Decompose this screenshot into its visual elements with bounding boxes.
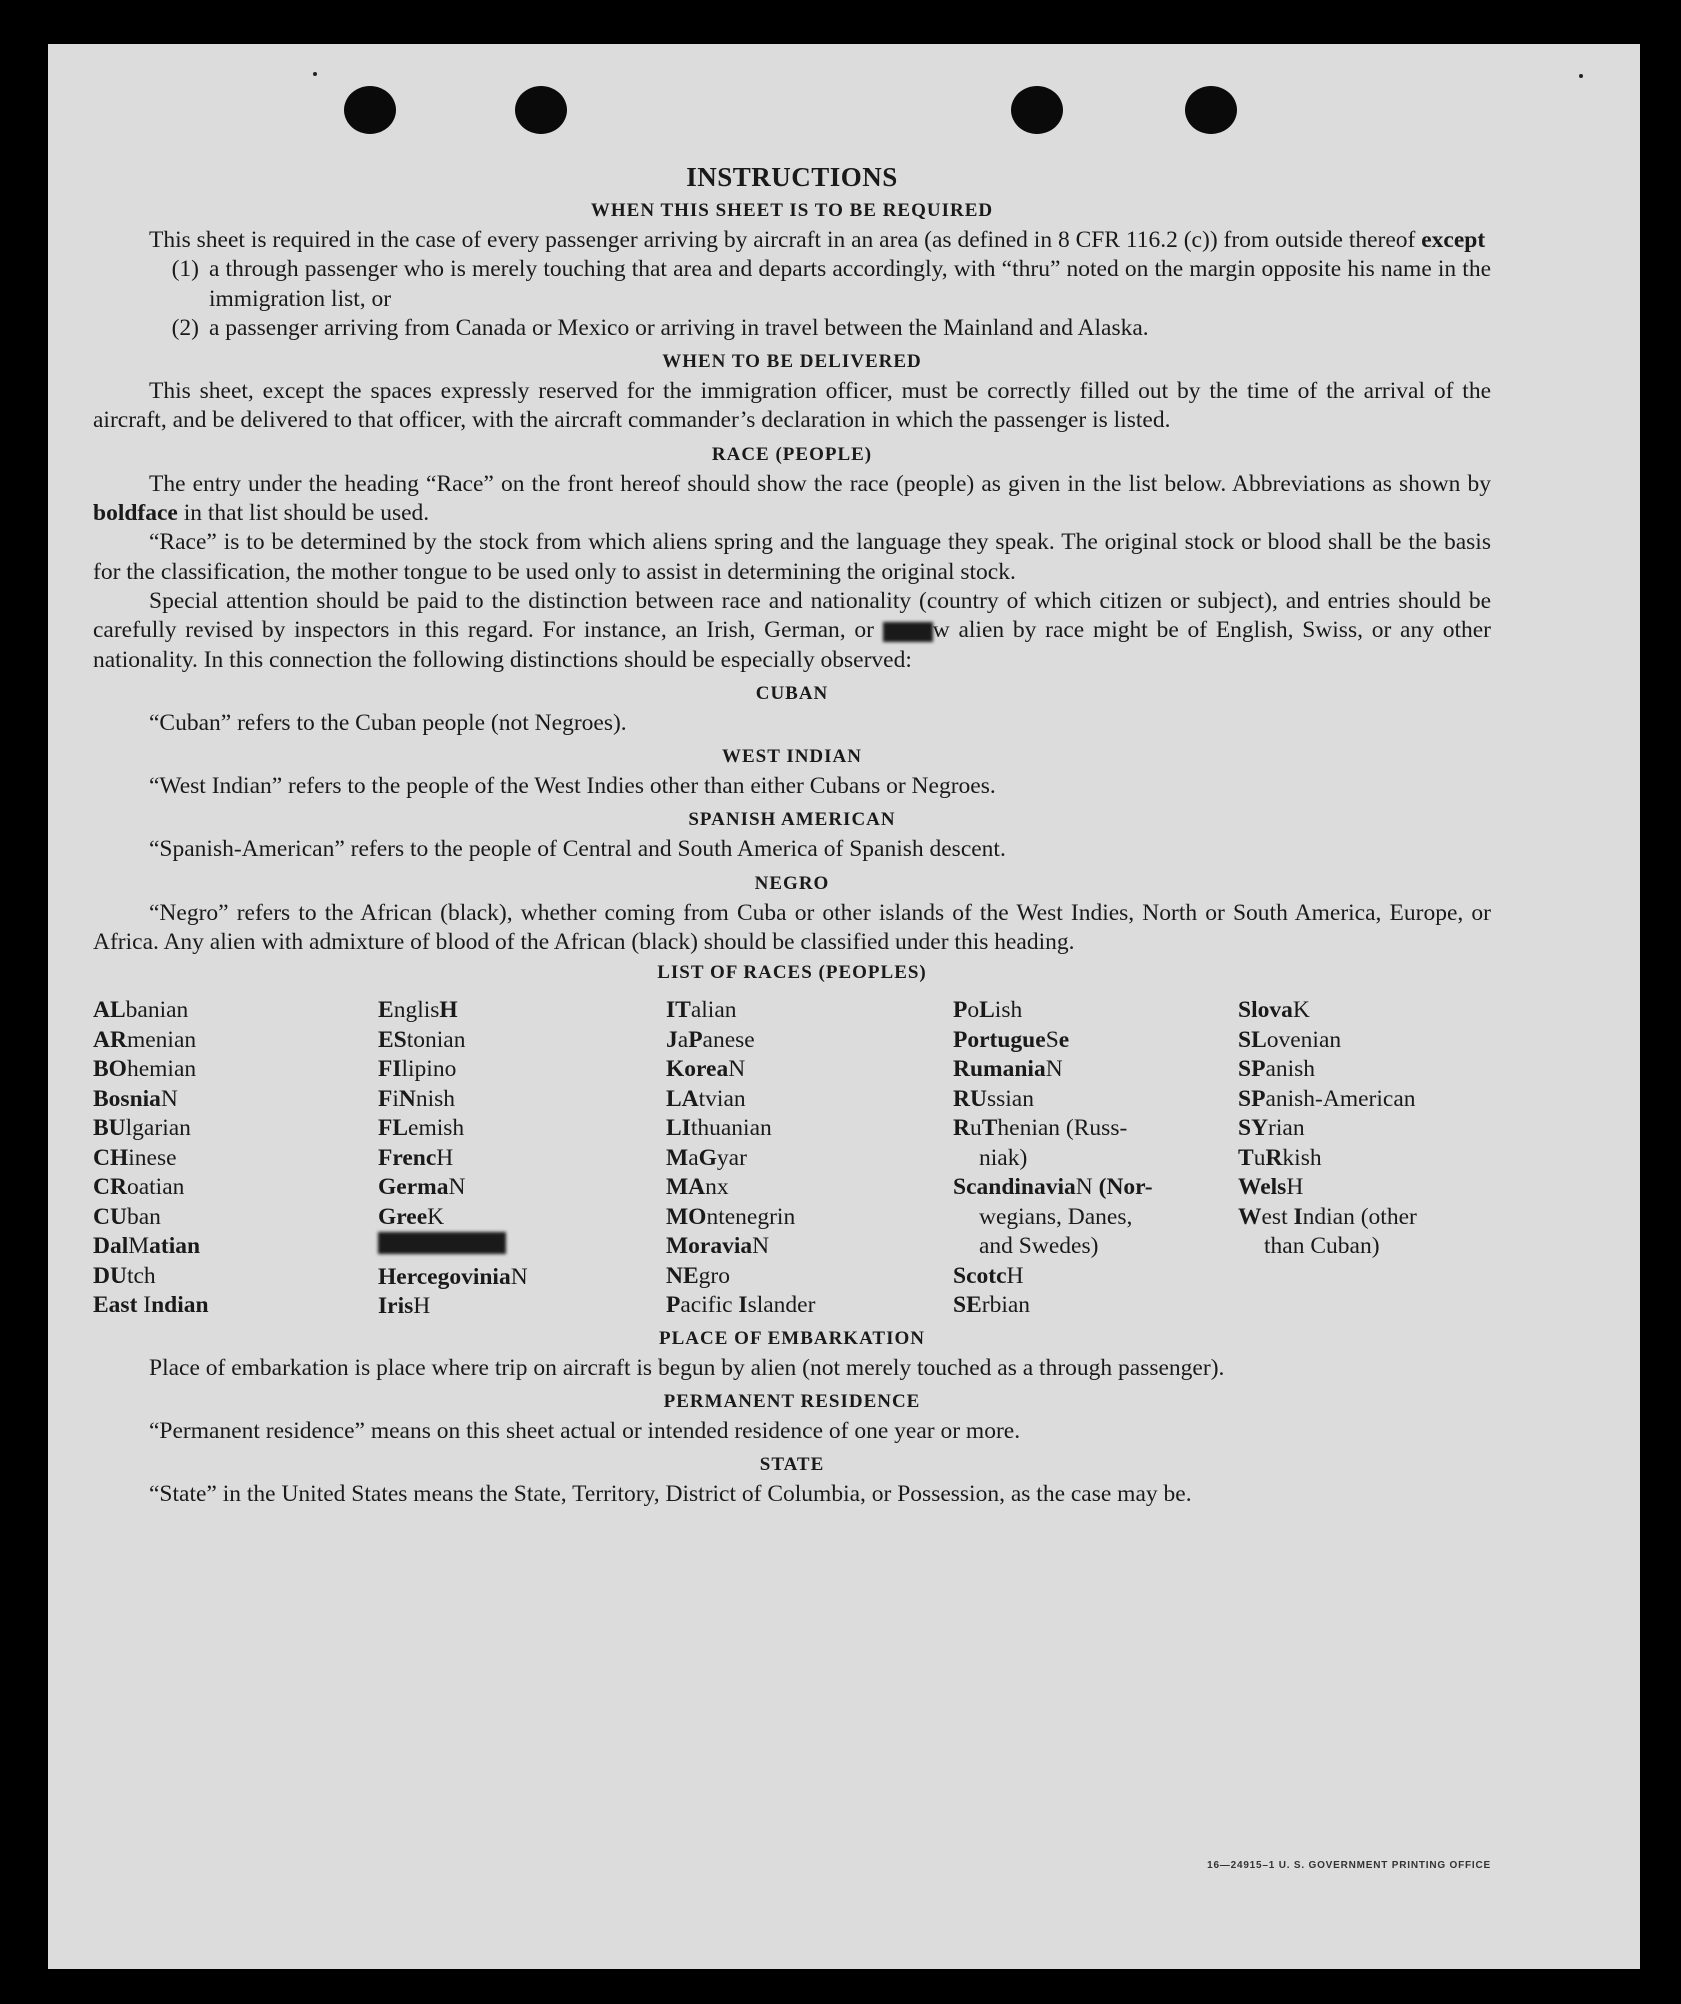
item-text: a through passenger who is merely touching that area and departs accordingly, with “thru” noted on the margin opposite his name in the immigration list, or (209, 256, 1491, 312)
race-entry: SYrian (1238, 1115, 1305, 1142)
section-heading: SPANISH AMERICAN (688, 809, 896, 831)
list-item (93, 314, 1491, 343)
race-entry: West Indian (other (1238, 1203, 1417, 1230)
race-entry: EStonian (378, 1026, 466, 1053)
text: in that list should be used. (183, 500, 430, 527)
race-entry: MoraviaN (666, 1233, 770, 1260)
race-entry: PortugueSe (953, 1026, 1070, 1053)
race-entry: SLovenian (1238, 1026, 1342, 1053)
race-entry: SPanish-American (1238, 1085, 1416, 1112)
race-entry: GermaN (378, 1174, 466, 1201)
races-list (93, 996, 1491, 1322)
section-heading: WHEN TO BE DELIVERED (662, 351, 922, 373)
race-entry (378, 1232, 666, 1263)
race-entry: wegians, Danes, (979, 1203, 1133, 1230)
race-entry: DalMatian (93, 1233, 201, 1260)
paragraph: “Spanish-American” refers to the people of Central and South America of Spanish descent. (149, 836, 1006, 863)
paragraph (93, 587, 1491, 675)
race-entry: FiNnish (378, 1085, 456, 1112)
speck (313, 72, 317, 76)
text: w alien by race might be of English, Swiss, or any other nationality. In this connection the following distinctions should be especially observed: (93, 617, 1492, 673)
section-heading: WEST INDIAN (722, 746, 862, 768)
section-heading: STATE (759, 1454, 825, 1476)
race-entry: NEgro (666, 1262, 730, 1289)
race-entry: JaPanese (666, 1026, 755, 1053)
printer-imprint: 16—24915–1 U. S. GOVERNMENT PRINTING OFFICE (1207, 1860, 1491, 1871)
item-text: a passenger arriving from Canada or Mexico or arriving in travel between the Mainland and Alaska. (209, 314, 1149, 341)
race-entry: SPanish (1238, 1056, 1316, 1083)
race-entry: ALbanian (93, 997, 189, 1024)
section-heading: PLACE OF EMBARKATION (659, 1327, 925, 1349)
race-entry: EnglisH (378, 997, 458, 1024)
races-column (666, 996, 953, 1322)
race-entry: BUlgarian (93, 1115, 191, 1142)
section-heading: LIST OF RACES (PEOPLES) (657, 962, 927, 984)
paragraph: “West Indian” refers to the people of the West Indies other than either Cubans or Negroes. (149, 773, 996, 800)
punch-hole (1185, 86, 1237, 134)
section-heading: CUBAN (755, 682, 829, 704)
race-entry: DUtch (93, 1262, 156, 1289)
speck (1579, 74, 1583, 78)
race-entry: than Cuban) (1264, 1233, 1380, 1260)
race-entry: KoreaN (666, 1056, 746, 1083)
section-heading: NEGRO (754, 872, 830, 894)
race-entry: LAtvian (666, 1085, 746, 1112)
paragraph: This sheet, except the spaces expressly reserved for the immigration officer, must be correctly filled out by the time of the arrival of the aircraft, and be delivered to that officer, with the aircraft commander’s declaration in which the passenger is listed. (93, 378, 1491, 434)
race-entry: ScotcH (953, 1262, 1024, 1289)
punch-hole (344, 86, 396, 134)
race-entry: IrisH (378, 1293, 431, 1320)
redaction-mark (883, 622, 933, 642)
race-entry: BOhemian (93, 1056, 197, 1083)
races-column (953, 996, 1238, 1322)
instructions-content (93, 160, 1491, 1510)
race-entry: ITalian (666, 997, 737, 1024)
race-entry: and Swedes) (979, 1233, 1099, 1260)
redaction-mark (378, 1232, 506, 1254)
paragraph: “Cuban” refers to the Cuban people (not Negroes). (149, 709, 627, 736)
text: The entry under the heading “Race” on the front hereof should show the race (people) as given in the list below. Abbreviations as shown by (149, 470, 1491, 497)
section-heading: WHEN THIS SHEET IS TO BE REQUIRED (590, 200, 994, 221)
race-entry: MAnx (666, 1174, 729, 1201)
races-column (1238, 996, 1491, 1322)
page-title: INSTRUCTIONS (686, 162, 898, 192)
race-entry: SErbian (953, 1292, 1031, 1319)
text: Special attention should be paid to the distinction between race and nationality (country of which citizen or subject), and entries should be carefully revised by inspectors in this regard. For instance, an Irish, German, or (93, 587, 1491, 644)
race-entry: LIthuanian (666, 1115, 772, 1142)
race-entry: RumaniaN (953, 1056, 1063, 1083)
paragraph (93, 226, 1491, 255)
race-entry: BosniaN (93, 1085, 178, 1112)
list-item (93, 255, 1491, 314)
paragraph: “Race” is to be determined by the stock from which aliens spring and the language they speak. The original stock or blood shall be the basis for the classification, the mother tongue to be used only to assist in determining the original stock. (93, 529, 1491, 585)
bold-text: except (1421, 227, 1486, 253)
punch-hole (515, 86, 567, 134)
race-entry: HercegoviniaN (378, 1263, 528, 1290)
race-entry: FrencH (378, 1144, 454, 1171)
item-number: (1) (171, 256, 199, 283)
race-entry: CRoatian (93, 1174, 185, 1201)
section-heading: PERMANENT RESIDENCE (663, 1391, 921, 1413)
race-entry: FLemish (378, 1115, 465, 1142)
paragraph: “Negro” refers to the African (black), whether coming from Cuba or other islands of the West Indies, North or South America, Europe, or Africa. Any alien with admixture of blood of the African (black) should be classified under this heading. (93, 899, 1491, 956)
race-entry: MaGyar (666, 1144, 747, 1171)
race-entry: East Indian (93, 1292, 209, 1319)
race-entry: niak) (979, 1144, 1028, 1171)
section-heading: RACE (PEOPLE) (711, 443, 873, 465)
race-entry: GreeK (378, 1203, 445, 1230)
races-column (93, 996, 378, 1322)
race-entry: RUssian (953, 1085, 1034, 1112)
race-entry: FIlipino (378, 1056, 457, 1083)
text: This sheet is required in the case of every passenger arriving by aircraft in an area (as defined in 8 CFR 116.2 (c)) from outside thereof (149, 227, 1416, 253)
race-entry: CUban (93, 1203, 161, 1230)
race-entry: WelsH (1238, 1174, 1304, 1201)
race-entry: Pacific Islander (666, 1292, 816, 1319)
race-entry: TuRkish (1238, 1144, 1322, 1171)
item-number: (2) (171, 314, 199, 341)
race-entry: RuThenian (Russ- (953, 1115, 1128, 1142)
race-entry: ScandinaviaN (Nor- (953, 1174, 1153, 1201)
race-entry: ARmenian (93, 1026, 197, 1053)
paragraph: “State” in the United States means the State, Territory, District of Columbia, or Possession, as the case may be. (149, 1481, 1192, 1508)
race-entry: SlovaK (1238, 997, 1310, 1024)
paragraph: “Permanent residence” means on this sheet actual or intended residence of one year or more. (149, 1418, 1021, 1445)
races-column (378, 996, 666, 1322)
race-entry: MOntenegrin (666, 1203, 796, 1230)
paragraph: Place of embarkation is place where trip on aircraft is begun by alien (not merely touched as a through passenger). (149, 1354, 1225, 1381)
race-entry: CHinese (93, 1144, 177, 1171)
bold-text: boldface (93, 500, 178, 527)
race-entry: PoLish (953, 997, 1023, 1024)
paragraph (93, 470, 1491, 529)
punch-hole (1011, 86, 1063, 134)
